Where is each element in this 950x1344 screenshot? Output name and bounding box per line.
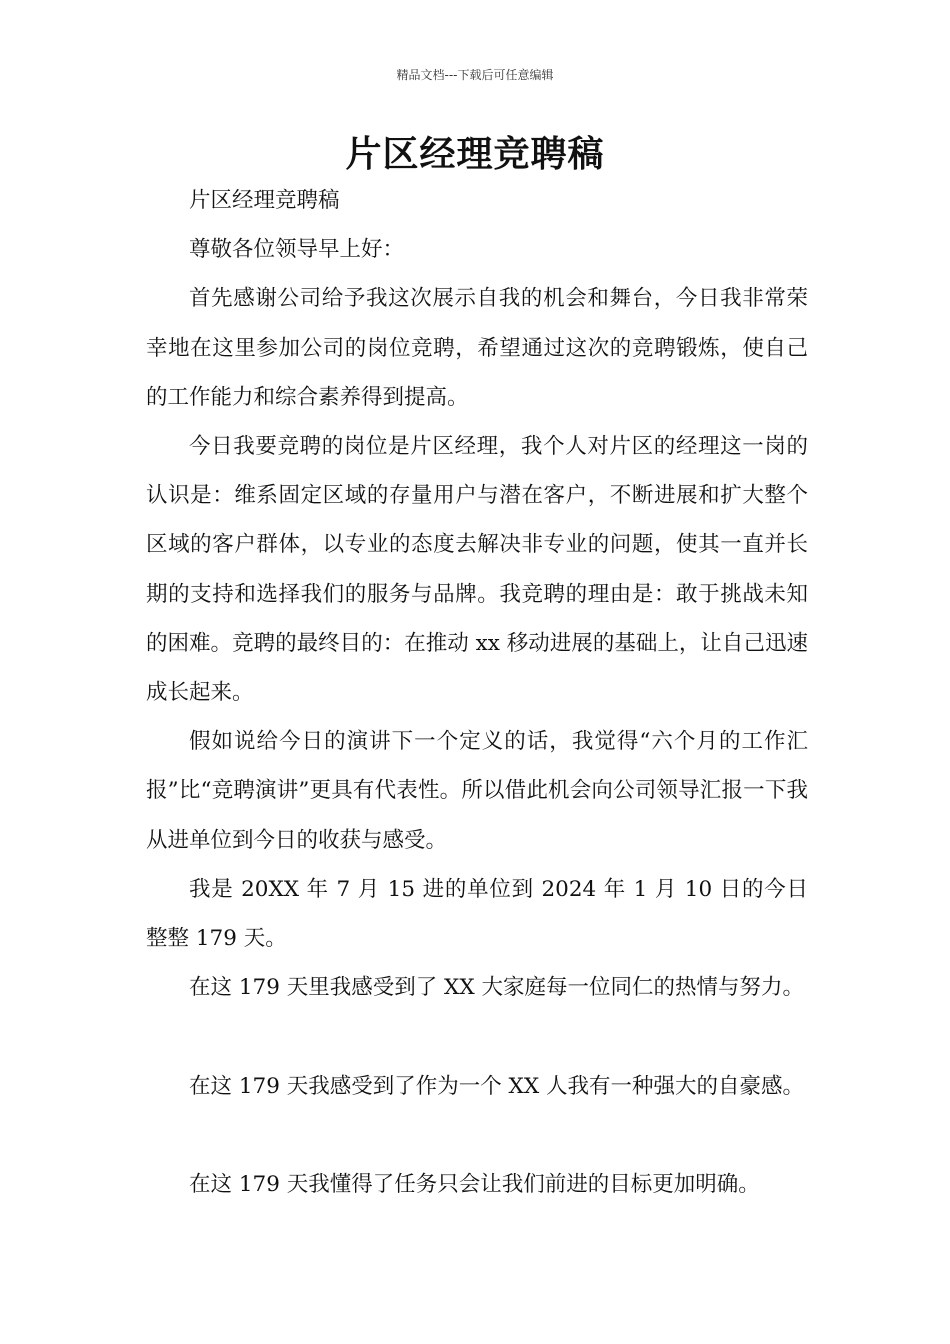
page-header: 精品文档---下载后可任意编辑	[396, 68, 554, 82]
paragraph-feeling-2: 在这 179 天我感受到了作为一个 XX 人我有一种强大的自豪感。	[189, 1073, 804, 1099]
paragraph-dates: 我是 20XX 年 7 月 15 进的单位到 2024 年 1 月 10 日的今日整整 179 天。	[146, 876, 808, 952]
paragraph-report: 假如说给今日的演讲下一个定义的话，我觉得“六个月的工作汇报”比“竞聘演讲”更具有代表性。所以借此机会向公司领导汇报一下我从进单位到今日的收获与感受。	[146, 729, 808, 853]
paragraph-feeling-3: 在这 179 天我懂得了任务只会让我们前进的目标更加明确。	[189, 1172, 760, 1198]
document-body	[146, 176, 808, 1209]
paragraph-salutation: 尊敬各位领导早上好：	[189, 237, 405, 263]
document-title: 片区经理竞聘稿	[345, 134, 605, 175]
paragraph-feeling-1: 在这 179 天里我感受到了 XX 大家庭每一位同仁的热情与努力。	[189, 975, 804, 1001]
paragraph-position: 今日我要竞聘的岗位是片区经理，我个人对片区的经理这一岗的认识是：维系固定区域的存量用户与潜在客户，不断进展和扩大整个区域的客户群体，以专业的态度去解决非专业的问题，使其一直并长期的支持和选择我们的服务与品牌。我竞聘的理由是：敢于挑战未知的困难。竞聘的最终目的：在推动 xx 移动进展的基础上，让自己迅速成长起来。	[146, 434, 808, 706]
paragraph-thanks: 首先感谢公司给予我这次展示自我的机会和舞台，今日我非常荣幸地在这里参加公司的岗位竞聘，希望通过这次的竞聘锻炼，使自己的工作能力和综合素养得到提高。	[146, 286, 808, 410]
paragraph-subtitle: 片区经理竞聘稿	[189, 188, 340, 213]
